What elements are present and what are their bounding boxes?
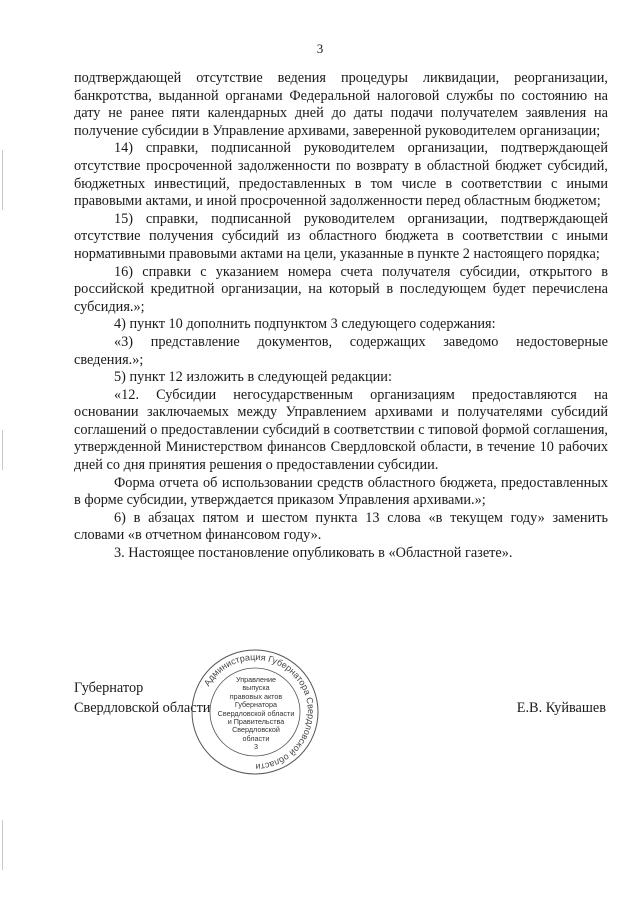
scan-edge-mark <box>2 820 3 870</box>
paragraph-5: 4) пункт 10 дополнить подпунктом 3 следующего содержания: <box>114 316 496 333</box>
seal-line: Свердловской <box>232 725 280 735</box>
paragraph-10: 6) в абзацах пятом и шестом пункта 13 слова «в текущем году» заменить словами «в отчетном финансовом году». <box>74 509 608 544</box>
seal-ring-text: Администрация Губернатора Свердловской области <box>201 651 317 773</box>
signatory-name: Е.В. Куйвашев <box>516 700 606 716</box>
seal-line: и Правительства <box>227 717 285 727</box>
paragraph-8: «12. Субсидии негосударственным организациям предоставляются на основании заключаемых между Управлением архивами и получателями субсидий соглашений о предоставлении субсидий в соответствии с типовой формой соглашения, утвержденной Министерством финансов Свердловской области, в течение 10 рабочих дней со дня принятия решения о предоставлении субсидии. <box>74 386 608 474</box>
signatory-title-line2: Свердловской области <box>74 700 211 716</box>
paragraph-6: «3) представление документов, содержащих заведомо недостоверные сведения.»; <box>74 333 608 368</box>
paragraph-9: Форма отчета об использовании средств областного бюджета, предоставленных в форме субсидии, утверждается приказом Управления архивами.»; <box>74 474 608 509</box>
seal-center-text <box>215 676 297 752</box>
seal-line: области <box>242 733 270 743</box>
seal-line: Губернатора <box>234 700 278 710</box>
paragraph-4: 16) справки с указанием номера счета получателя субсидии, открытого в российской кредитной организации, на который в последующем будет перечислена субсидия.»; <box>74 263 608 315</box>
paragraph-7: 5) пункт 12 изложить в следующей редакции: <box>114 369 392 386</box>
scan-edge-mark <box>2 430 3 470</box>
document-body <box>74 70 608 563</box>
seal-line: 3 <box>254 742 258 752</box>
paragraph-3: 15) справки, подписанной руководителем организации, подтверждающей отсутствие получения субсидий из областного бюджета в соответствии с иными нормативными правовыми актами на цели, указанные в пункте 2 настоящего порядка; <box>74 210 608 262</box>
seal-line: правовых актов <box>229 691 283 701</box>
seal-line: Управление <box>236 675 276 684</box>
paragraph-1: подтверждающей отсутствие ведения процедуры ликвидации, реорганизации, банкротства, выданной органами Федеральной налоговой службы по состоянию на дату не ранее пяти календарных дней до даты подачи получателем заявления на получение субсидии в Управление архивами, заверенной руководителем организации; <box>74 70 608 139</box>
paragraph-2: 14) справки, подписанной руководителем организации, подтверждающей отсутствие просроченной задолженности по возврату в областной бюджет субсидий, бюджетных инвестиций, предоставленных в том числе в соответствии с иными правовыми актами, и иной просроченной задолженности перед областным бюджетом; <box>74 140 608 210</box>
paragraph-11: 3. Настоящее постановление опубликовать в «Областной газете». <box>114 545 513 562</box>
signatory-title-line1: Губернатор <box>74 680 144 696</box>
scan-edge-mark <box>2 150 3 210</box>
page-number: 3 <box>316 41 324 56</box>
seal-line: выпуска <box>242 683 270 693</box>
seal-line: Свердловской области <box>217 708 295 718</box>
